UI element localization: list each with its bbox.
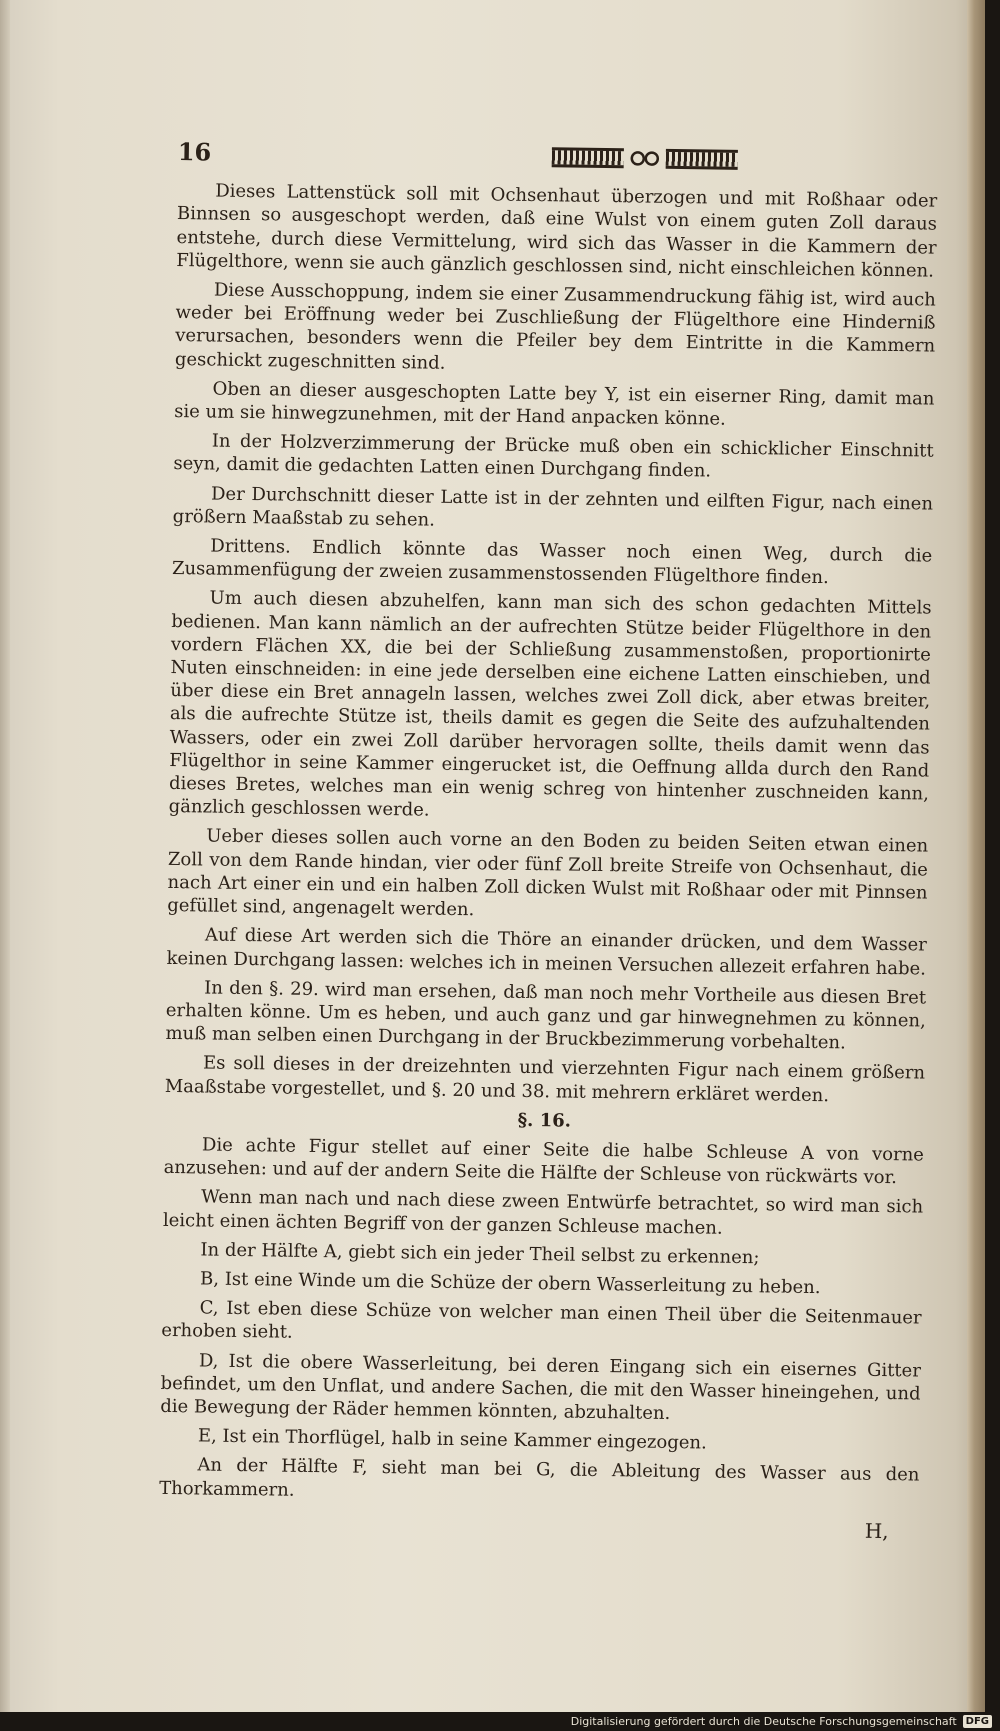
footer-text: Digitalisierung gefördert durch die Deutsche Forschungsgemeinschaft <box>570 1715 957 1728</box>
page-number: 16 <box>177 137 212 167</box>
book-gutter <box>0 0 10 1712</box>
running-head <box>177 137 738 171</box>
header-ornament <box>552 146 738 171</box>
paragraph: Ueber dieses sollen auch vorne an den Boden zu beiden Seiten etwan einen Zoll von dem Rande hindan, vier oder fünf Zoll breite Streife von Ochsenhaut, die nach Art einer ein und ein halben Zoll dicken Wulst mit Roßhaar oder mit Pinnsen gefüllet sind, angenagelt werden. <box>167 825 929 921</box>
paragraph: B, Ist eine Winde um die Schüze der obern Wasserleitung zu heben. <box>199 1268 821 1299</box>
paragraph: Oben an dieser ausgeschopten Latte bey Y, ist ein eiserner Ring, damit man sie um sie hinwegzunehmen, mit der Hand anpacken könne. <box>174 378 935 430</box>
paragraph: Dieses Lattenstück soll mit Ochsenhaut überzogen und mit Roßhaar oder Binnsen so ausgeschopt werden, daß eine Wulst von einem guten Zoll daraus entstehe, durch diese Vermittelung, wird sich das Wasser in die Kammern der Flügelthore, wenn sie auch gänzlich geschlossen sind, nicht einschleichen können. <box>176 180 938 282</box>
paragraph: Die achte Figur stellet auf einer Seite die halbe Schleuse A von vorne anzusehen: und auf der andern Seite die Hälfte der Schleuse von rückwärts vor. <box>163 1134 925 1189</box>
paragraph: Um auch diesen abzuhelfen, kann man sich des schon gedachten Mittels bedienen. Man kann nämlich an der aufrechten Stütze beider Flügelthore in den vordern Flächen XX, die bei der Schließung zusammenstoßen, proportionirte Nuten einschneiden: in eine jede derselben eine eichene Latten einschieben, und über diese ein Bret annageln lassen, welches zwei Zoll dick, aber etwas breiter, als die aufrechte Stütze ist, theils damit es gegen die Seite des aufzuhaltenden Wassers, oder ein zwei Zoll darüber hervoragen sollte, theils damit wenn das Flügelthor in seine Kammer eingerucket ist, die Oeffnung allda durch den Rand dieses Bretes, welches man ein wenig schreg von hintenher zuschneiden kann, gänzlich geschlossen werde. <box>168 587 932 821</box>
ornament-right <box>666 148 738 169</box>
paragraph: In den §. 29. wird man ersehen, daß man noch mehr Vortheile aus diesen Bret erhalten könne. Um es heben, und auch ganz und gar hinwegnehmen zu können, muß man selben einen Durchgang in der Bruckbezimmerung vorbehalten. <box>165 977 927 1054</box>
paragraph: In der Holzverzimmerung der Brücke muß oben ein schicklicher Einschnitt seyn, damit die gedachten Latten einen Durchgang finden. <box>173 430 934 482</box>
digitization-footer <box>0 1712 1000 1731</box>
paragraph: Es soll dieses in der dreizehnten und vierzehnten Figur nach einem größern Maaßstabe vorgestellet, und §. 20 und 38. mit mehrern erkläret werden. <box>164 1052 926 1106</box>
ornament-center-icon <box>630 147 660 169</box>
paragraph: D, Ist die obere Wasserleitung, bei deren Eingang sich ein eisernes Gitter befindet, um den Unflat, und andere Sachen, die mit den Wasser hineingehen, und die Bewegung der Räder hemmen könnten, abzuhalten. <box>160 1349 922 1424</box>
paragraph: C, Ist eben diese Schüze von welcher man einen Theil über die Seitenmauer erhoben sieht. <box>161 1297 922 1344</box>
paragraph: Auf diese Art werden sich die Thöre an einander drücken, und dem Wasser keinen Durchgang lassen: welches ich in meinen Versuchen allezeit erfahren habe. <box>166 924 927 980</box>
dfg-logo: DFG <box>963 1715 992 1728</box>
ornament-left <box>552 147 624 168</box>
paragraph: Der Durchschnitt dieser Latte ist in der zehnten und eilften Figur, nach einen größern Maaßstab zu sehen. <box>172 483 934 531</box>
paragraph: Drittens. Endlich könnte das Wasser noch einen Weg, durch die Zusammenfügung der zweien zusammenstossenden Flügelthore finden. <box>171 535 933 589</box>
paragraph: E, Ist ein Thorflügel, halb in seine Kammer eingezogen. <box>197 1425 707 1454</box>
paragraph: Diese Ausschoppung, indem sie einer Zusammendruckung fähig ist, wird auch weder bei Eröffnung weder bei Zuschließung der Flügelthore eine Hinderniß verursachen, besonders wenn die Pfeiler bey dem Eintritte in die Kammern geschickt zugeschnitten sind. <box>174 279 936 374</box>
paragraph: In der Hälfte A, giebt sich ein jeder Theil selbst zu erkennen; <box>200 1239 760 1268</box>
section-heading: §. 16. <box>517 1109 572 1132</box>
page-edge <box>967 0 985 1712</box>
paragraph: An der Hälfte F, sieht man bei G, die Ableitung des Wasser aus den Thorkammern. <box>159 1454 920 1501</box>
catchword: H, <box>864 1518 889 1543</box>
paragraph: Wenn man nach und nach diese zween Entwürfe betrachtet, so wird man sich leicht einen ächten Begriff von der ganzen Schleuse machen. <box>162 1186 924 1239</box>
text-block <box>159 137 938 1543</box>
